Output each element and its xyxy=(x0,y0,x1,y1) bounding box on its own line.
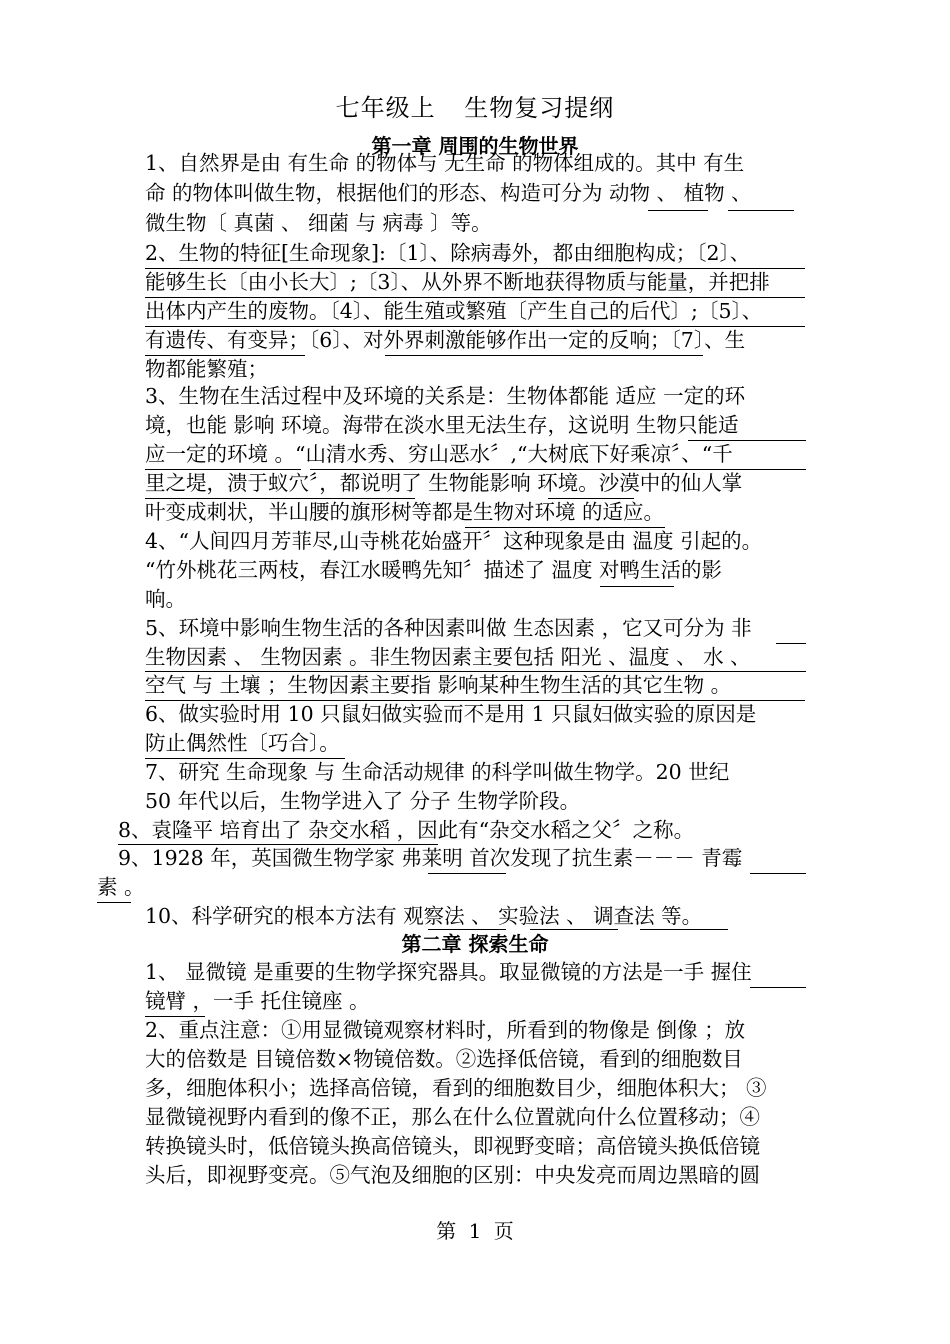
answer-underline xyxy=(145,671,806,672)
text-line: 生物因素 、 生物因素 。非生物因素主要包括 阳光 、温度 、 水 、 xyxy=(145,645,751,669)
answer-underline xyxy=(310,469,806,470)
text-line: 微生物〔 真菌 、 细菌 与 病毒 〕等。 xyxy=(145,211,492,235)
text-line: 镜臂 ，一手 托住镜座 。 xyxy=(145,989,370,1013)
text-line: 里之堤，溃于蚁穴〞，都说明了 生物能影响 环境。沙漠中的仙人掌 xyxy=(145,471,743,495)
text-line: 50 年代以后，生物学进入了 分子 生物学阶段。 xyxy=(145,789,581,813)
text-line: 1、自然界是由 有生命 的物体与 无生命 的物体组成的。其中 有生 xyxy=(145,151,745,175)
answer-underline xyxy=(465,527,665,528)
answer-underline xyxy=(145,700,805,701)
answer-underline xyxy=(97,902,131,903)
answer-underline xyxy=(145,326,805,327)
text-line: 大的倍数是 目镜倍数×物镜倍数。②选择低倍镜，看到的细胞数目 xyxy=(145,1047,743,1071)
answer-underline xyxy=(648,210,708,211)
text-line: 5、环境中影响生物生活的各种因素叫做 生态因素 ，它又可分为 非 xyxy=(145,616,752,640)
document-title: 七年级上 生物复习提纲 xyxy=(335,94,615,122)
text-line: 转换镜头时，低倍镜头换高倍镜头，即视野变暗；高倍镜头换低倍镜 xyxy=(145,1134,760,1158)
text-line: 2、生物的特征[生命现象]:〔1〕、除病毒外，都由细胞构成；〔2〕、 xyxy=(145,241,751,265)
text-line: 物都能繁殖； xyxy=(145,357,268,381)
answer-underline xyxy=(118,844,438,845)
text-line: 1、 显微镜 是重要的生物学探究器具。取显微镜的方法是一手 握住 xyxy=(145,960,752,984)
text-line: 多，细胞体积小；选择高倍镜，看到的细胞数目少，细胞体积大； ③ xyxy=(145,1076,767,1100)
answer-underline xyxy=(600,586,674,587)
text-line: 应一定的环境 。“山清水秀、穷山恶水〞,“大树底下好乘凉〞、“千 xyxy=(145,442,733,466)
answer-underline xyxy=(145,268,805,269)
answer-underline xyxy=(750,873,806,874)
text-line: 10、科学研究的根本方法有 观察法 、 实验法 、 调查法 等。 xyxy=(145,904,703,928)
answer-underline xyxy=(640,929,728,930)
text-line: 8、袁隆平 培育出了 杂交水稻 ，因此有“杂交水稻之父〞之称。 xyxy=(118,818,695,842)
text-line: 3、生物在生活过程中及环境的关系是：生物体都能 适应 一定的环 xyxy=(145,384,746,408)
text-line: 有遗传、有变异；〔6〕、对外界刺激能够作出一定的反响；〔7〕、生 xyxy=(145,328,746,352)
text-line: “竹外桃花三两枝，春江水暖鸭先知〞描述了 温度 对鸭生活的影 xyxy=(145,558,723,582)
answer-underline xyxy=(145,758,345,759)
text-line: 素 。 xyxy=(97,875,145,899)
text-line: 境，也能 影响 环境。海带在淡水里无法生存，这说明 生物只能适 xyxy=(145,413,739,437)
text-line: 9、1928 年，英国微生物学家 弗莱明 首次发现了抗生素－－－ 青霉 xyxy=(118,846,743,870)
answer-underline xyxy=(548,498,634,499)
answer-underline xyxy=(728,210,794,211)
text-line: 防止偶然性〔巧合〕。 xyxy=(145,731,340,755)
answer-underline xyxy=(428,929,506,930)
answer-underline xyxy=(145,469,301,470)
answer-underline xyxy=(530,929,618,930)
text-line: 响。 xyxy=(145,587,186,611)
answer-underline xyxy=(145,498,415,499)
chapter-1-heading: 第一章 周围的生物世界 xyxy=(371,134,579,158)
text-line: 2、重点注意：①用显微镜观察材料时，所看到的物像是 倒像 ；放 xyxy=(145,1018,746,1042)
text-line: 空气 与 土壤 ；生物因素主要指 影响某种生物生活的其它生物 。 xyxy=(145,673,732,697)
chapter-2-heading: 第二章 探索生命 xyxy=(401,932,549,956)
answer-underline xyxy=(385,355,703,356)
answer-underline xyxy=(145,355,305,356)
text-line: 4、“人间四月芳菲尽,山寺桃花始盛开〞这种现象是由 温度 引起的。 xyxy=(145,529,763,553)
text-line: 7、研究 生命现象 与 生命活动规律 的科学叫做生物学。20 世纪 xyxy=(145,760,730,784)
answer-underline xyxy=(776,643,806,644)
text-line: 出体内产生的废物。〔4〕、能生殖或繁殖〔产生自己的后代〕;〔5〕、 xyxy=(145,299,763,323)
answer-underline xyxy=(428,873,506,874)
text-line: 命 的物体叫做生物，根据他们的形态、构造可分为 动物 、 植物 、 xyxy=(145,181,752,205)
answer-underline xyxy=(145,1016,205,1017)
answer-underline xyxy=(750,987,806,988)
text-line: 6、做实验时用 10 只鼠妇做实验而不是用 1 只鼠妇做实验的原因是 xyxy=(145,702,757,726)
page-number: 第 1 页 xyxy=(436,1219,514,1243)
text-line: 叶变成刺状，半山腰的旗形树等都是生物对环境 的适应。 xyxy=(145,500,665,524)
text-line: 头后，即视野变亮。⑤气泡及细胞的区别：中央发亮而周边黑暗的圆 xyxy=(145,1163,760,1187)
answer-underline xyxy=(688,440,806,441)
text-line: 能够生长〔由小长大〕;〔3〕、从外界不断地获得物质与能量，并把排 xyxy=(145,270,770,294)
text-line: 显微镜视野内看到的像不正，那么在什么位置就向什么位置移动；④ xyxy=(145,1105,760,1129)
answer-underline xyxy=(145,297,805,298)
